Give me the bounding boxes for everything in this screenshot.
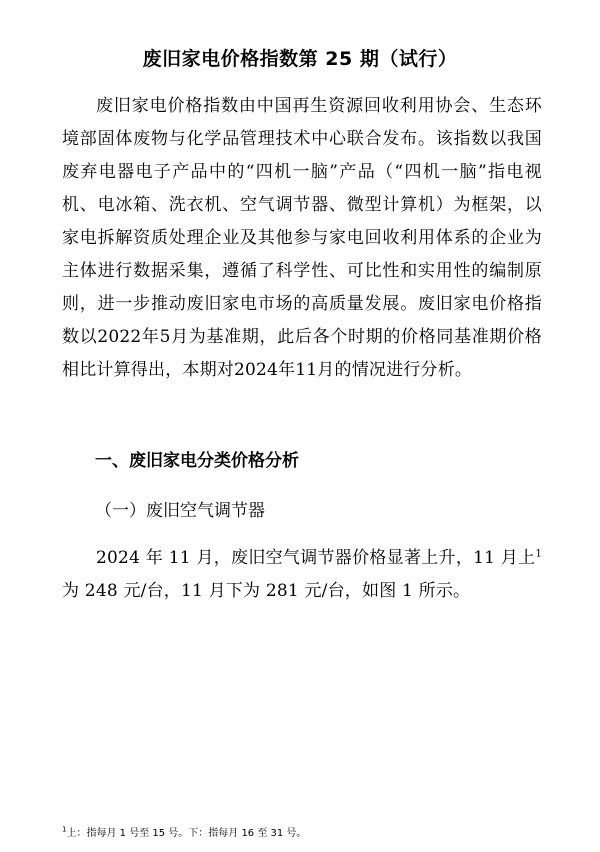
section-heading: 一、废旧家电分类价格分析: [95, 451, 299, 471]
aircon-paragraph: [62, 542, 542, 608]
footnote: [62, 824, 306, 839]
aircon-text-a: 2024 年 11 月，废旧空气调节器价格显著上升，11 月上: [96, 548, 536, 568]
page-title: 废旧家电价格指数第 25 期（试行）: [142, 48, 458, 70]
subsection-heading: （一）废旧空气调节器: [95, 501, 265, 521]
footnote-mark: 1: [62, 825, 67, 834]
footnote-reference: 1: [535, 548, 542, 560]
footnote-text: 上：指每月 1 号至 15 号。下：指每月 16 至 31 号。: [66, 828, 307, 839]
aircon-text-b: 为 248 元/台，11 月下为 281 元/台，如图 1 所示。: [62, 581, 471, 601]
intro-paragraph: 废旧家电价格指数由中国再生资源回收利用协会、生态环境部固体废物与化学品管理技术中心联合发布。该指数以我国废弃电器电子产品中的“四机一脑”产品（“四机一脑”指电视机、电冰箱、洗衣机、空气调节器、微型计算机）为框架，以家电拆解资质处理企业及其他参与家电回收利用体系的企业为主体进行数据采集，遵循了科学性、可比性和实用性的编制原则，进一步推动废旧家电市场的高质量发展。废旧家电价格指数以2022年5月为基准期，此后各个时期的价格同基准期价格相比计算得出，本期对2024年11月的情况进行分析。: [62, 96, 542, 380]
